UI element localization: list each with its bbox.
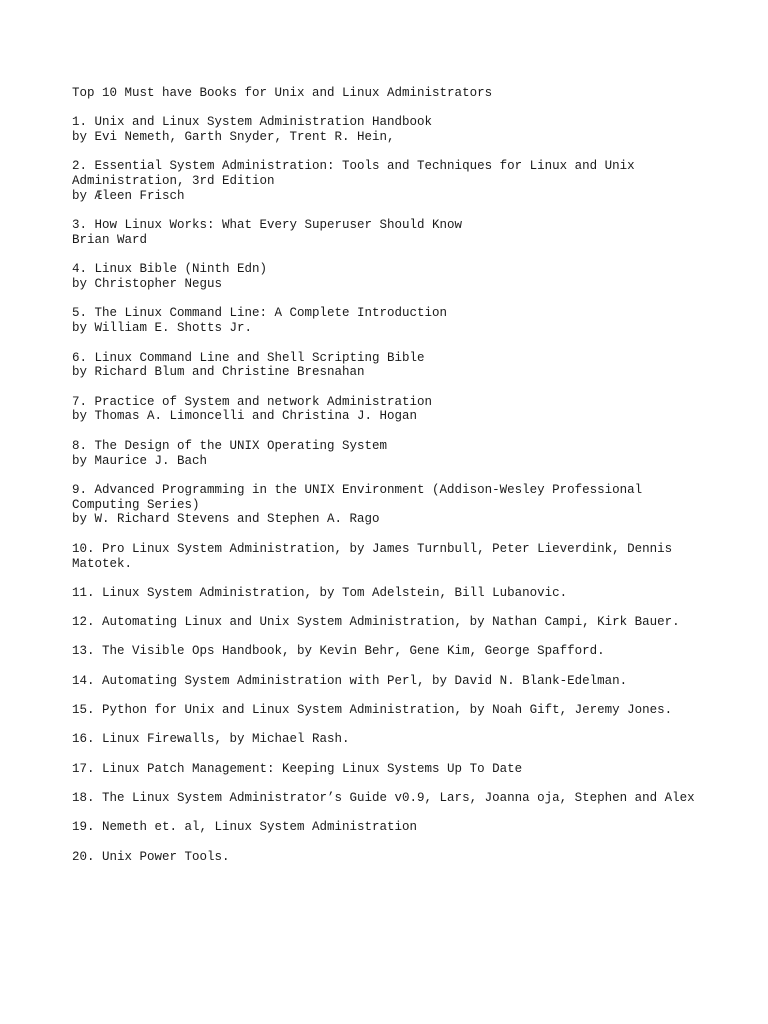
book-entry-line: 8. The Design of the UNIX Operating System bbox=[72, 438, 388, 453]
book-entry bbox=[72, 115, 712, 145]
book-entry bbox=[72, 218, 712, 248]
book-entry-line: 5. The Linux Command Line: A Complete Introduction bbox=[72, 306, 448, 321]
book-entry bbox=[72, 703, 712, 718]
book-entry bbox=[72, 159, 712, 203]
book-entry-line: by William E. Shotts Jr. bbox=[72, 321, 253, 336]
book-entry-line: 2. Essential System Administration: Tools and Techniques for Linux and Unix bbox=[72, 159, 635, 174]
book-entry-line: 17. Linux Patch Management: Keeping Linux Systems Up To Date bbox=[72, 761, 523, 776]
book-entry-line: 1. Unix and Linux System Administration Handbook bbox=[72, 115, 433, 130]
book-entry-line: 19. Nemeth et. al, Linux System Administration bbox=[72, 820, 418, 835]
book-entry-line: by Richard Blum and Christine Bresnahan bbox=[72, 365, 365, 380]
book-entry-line: 12. Automating Linux and Unix System Administration, by Nathan Campi, Kirk Bauer. bbox=[72, 615, 680, 630]
book-entry-line: Administration, 3rd Edition bbox=[72, 174, 275, 189]
book-entry bbox=[72, 306, 712, 336]
book-entry-line: Brian Ward bbox=[72, 233, 148, 248]
book-entry-line: 6. Linux Command Line and Shell Scripting Bible bbox=[72, 350, 425, 365]
book-entry-line: 18. The Linux System Administrator’s Guide v0.9, Lars, Joanna oja, Stephen and Alex bbox=[72, 790, 695, 805]
book-entry-line: by Æleen Frisch bbox=[72, 188, 185, 203]
book-entry bbox=[72, 542, 712, 572]
book-entry-line: by W. Richard Stevens and Stephen A. Rago bbox=[72, 512, 380, 527]
book-entry bbox=[72, 439, 712, 469]
book-entry bbox=[72, 762, 712, 777]
book-entry-line: 16. Linux Firewalls, by Michael Rash. bbox=[72, 732, 350, 747]
book-entry-line: 7. Practice of System and network Administration bbox=[72, 394, 433, 409]
book-entry bbox=[72, 732, 712, 747]
book-entry bbox=[72, 483, 712, 527]
book-entry bbox=[72, 820, 712, 835]
book-list bbox=[72, 115, 712, 864]
book-entry-line: by Evi Nemeth, Garth Snyder, Trent R. Hein, bbox=[72, 130, 395, 145]
book-entry-line: 14. Automating System Administration with Perl, by David N. Blank-Edelman. bbox=[72, 673, 628, 688]
book-entry-line: Computing Series) bbox=[72, 497, 200, 512]
book-entry-line: by Christopher Negus bbox=[72, 277, 223, 292]
book-entry-line: by Thomas A. Limoncelli and Christina J. Hogan bbox=[72, 409, 418, 424]
book-entry bbox=[72, 850, 712, 865]
book-entry bbox=[72, 262, 712, 292]
book-entry bbox=[72, 586, 712, 601]
book-entry-line: 3. How Linux Works: What Every Superuser Should Know bbox=[72, 218, 463, 233]
book-entry-line: Matotek. bbox=[72, 556, 133, 571]
book-entry-line: 15. Python for Unix and Linux System Administration, by Noah Gift, Jeremy Jones. bbox=[72, 703, 673, 718]
document-page bbox=[72, 86, 712, 879]
book-entry-line: by Maurice J. Bach bbox=[72, 453, 208, 468]
book-entry-line: 9. Advanced Programming in the UNIX Environment (Addison-Wesley Professional bbox=[72, 482, 643, 497]
book-entry bbox=[72, 791, 712, 806]
document-title: Top 10 Must have Books for Unix and Linux Administrators bbox=[72, 86, 493, 100]
book-entry-line: 11. Linux System Administration, by Tom Adelstein, Bill Lubanovic. bbox=[72, 585, 568, 600]
book-entry bbox=[72, 615, 712, 630]
book-entry-line: 4. Linux Bible (Ninth Edn) bbox=[72, 262, 268, 277]
book-entry-line: 10. Pro Linux System Administration, by James Turnbull, Peter Lieverdink, Dennis bbox=[72, 541, 673, 556]
book-entry-line: 13. The Visible Ops Handbook, by Kevin Behr, Gene Kim, George Spafford. bbox=[72, 644, 605, 659]
book-entry bbox=[72, 674, 712, 689]
book-entry bbox=[72, 644, 712, 659]
book-entry bbox=[72, 351, 712, 381]
book-entry-line: 20. Unix Power Tools. bbox=[72, 849, 230, 864]
book-entry bbox=[72, 395, 712, 425]
